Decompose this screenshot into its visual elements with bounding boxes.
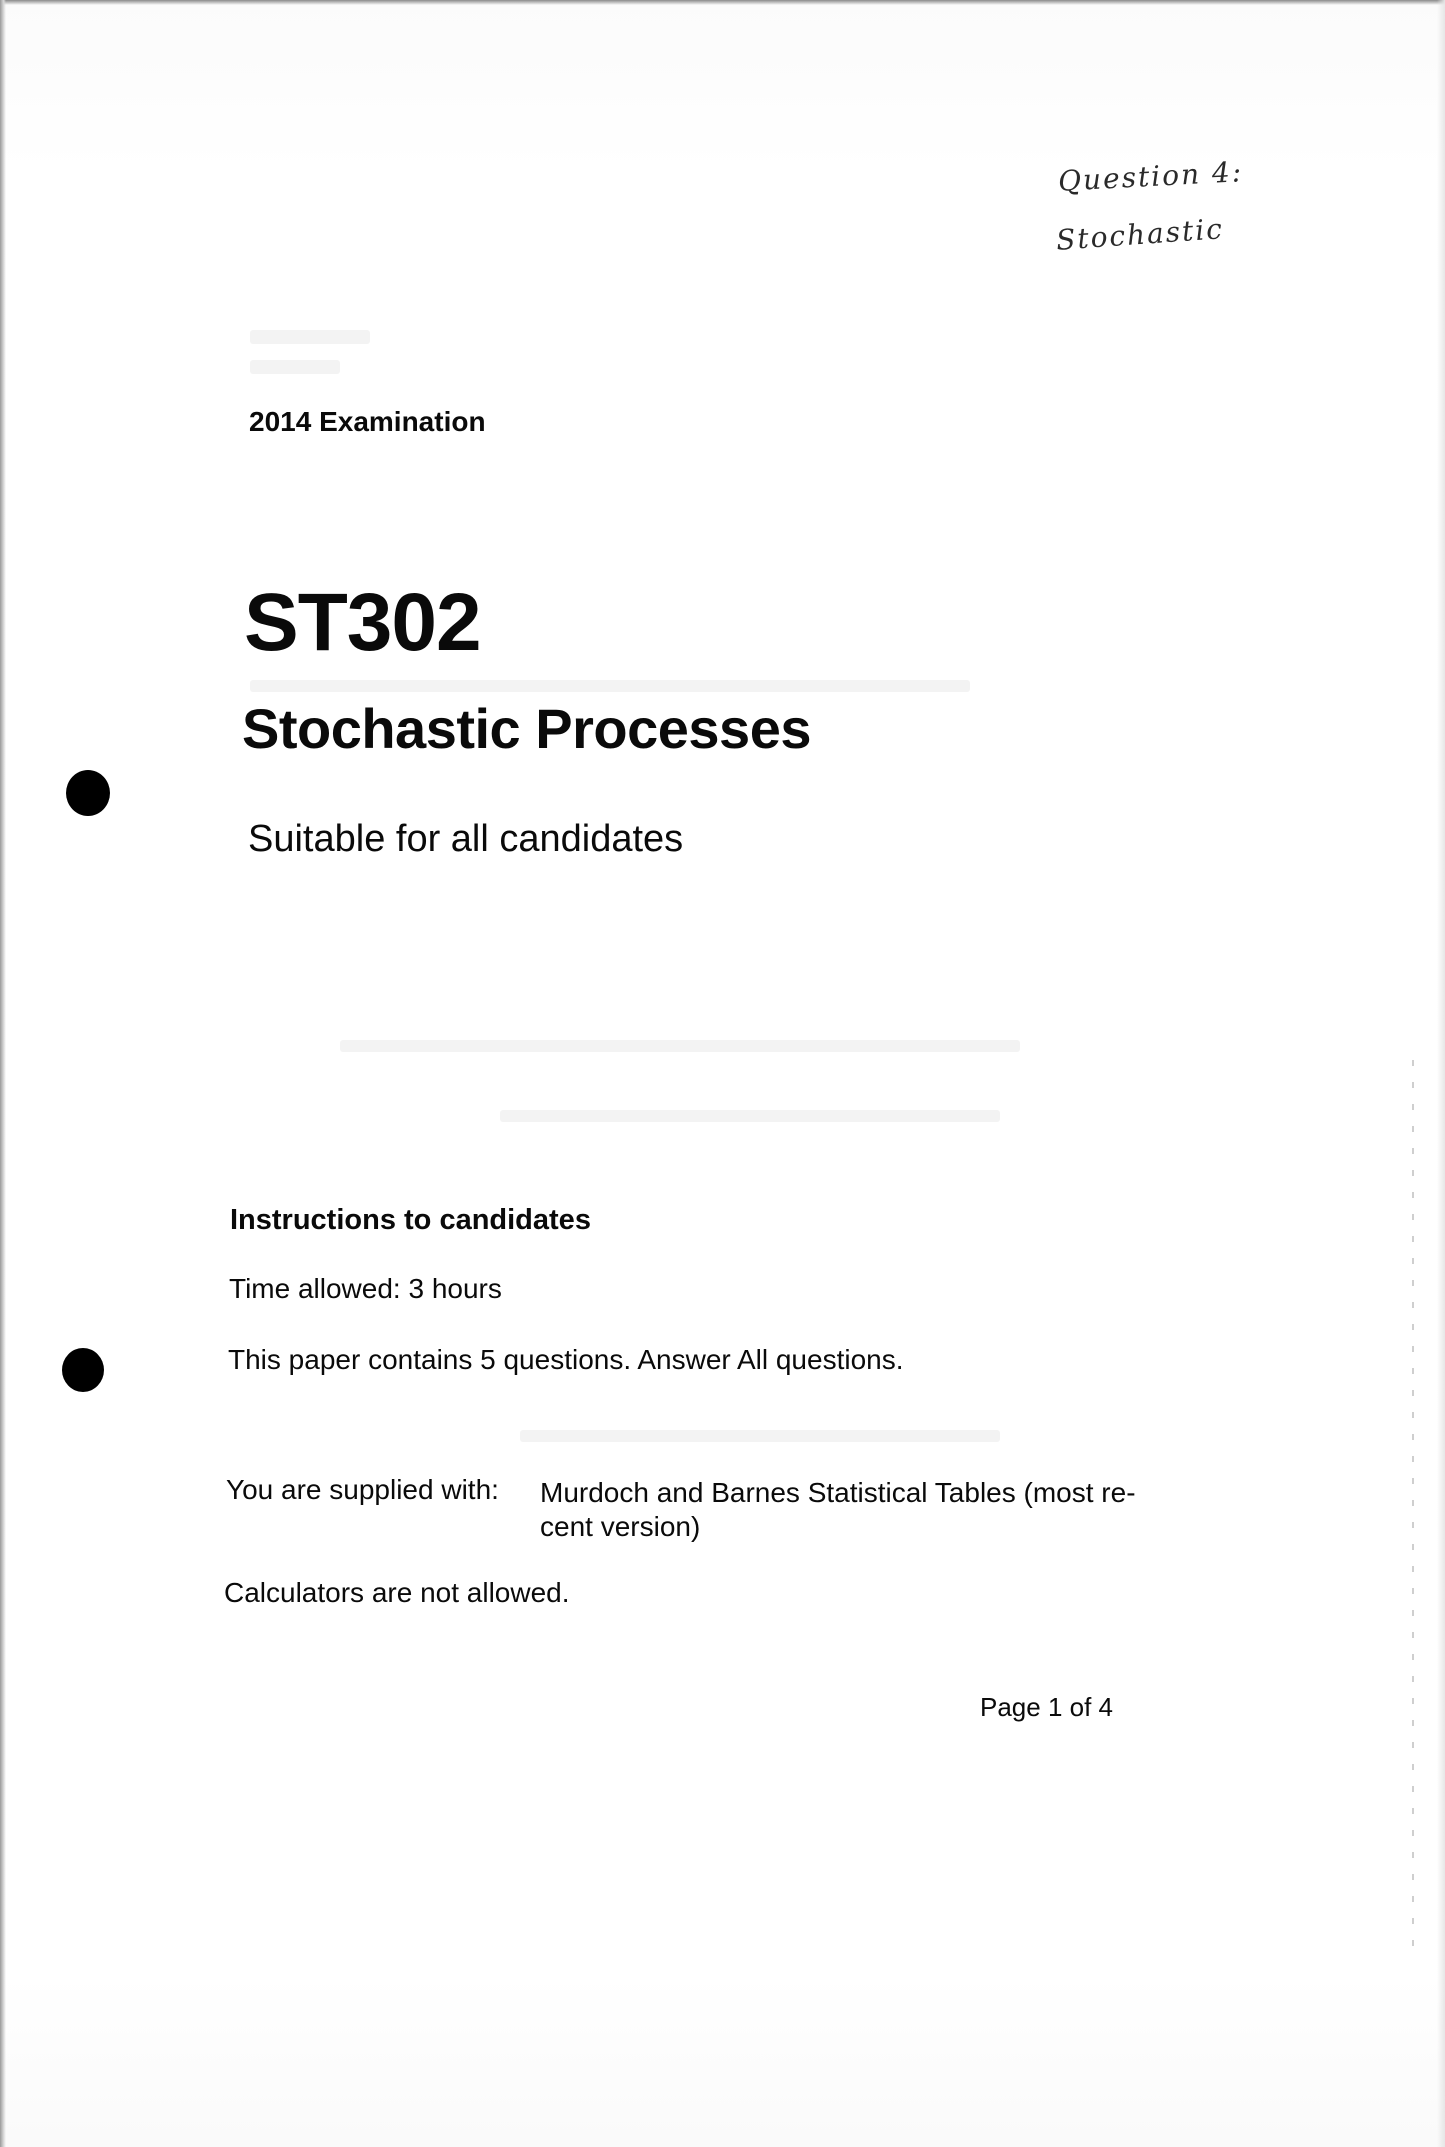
bleed-through-mark — [500, 1110, 1000, 1122]
handwritten-note-line-1: Question 4: — [1057, 155, 1244, 198]
bleed-through-mark — [520, 1430, 1000, 1442]
bleed-through-mark — [250, 360, 340, 374]
punch-hole — [62, 1348, 104, 1392]
supplied-with-label: You are supplied with: — [226, 1474, 499, 1505]
suitability-note: Suitable for all candidates — [248, 818, 684, 860]
page-number: Page 1 of 4 — [980, 1692, 1113, 1722]
bleed-through-mark — [340, 1040, 1020, 1052]
exam-year-label: 2014 Examination — [249, 406, 486, 437]
scan-edge-top — [0, 0, 1445, 5]
bleed-through-mark — [250, 330, 370, 344]
punch-hole — [66, 770, 110, 816]
time-allowed: Time allowed: 3 hours — [229, 1273, 502, 1304]
bleed-through-mark — [250, 680, 970, 692]
scan-edge-left — [0, 0, 6, 2147]
handwritten-note-line-2: Stochastic — [1055, 212, 1225, 257]
course-title: Stochastic Processes — [242, 697, 811, 760]
questions-instruction: This paper contains 5 questions. Answer All questions. — [228, 1344, 904, 1375]
calculators-note: Calculators are not allowed. — [224, 1577, 570, 1608]
page-fold-line — [1412, 1060, 1414, 1960]
supplied-with-value: Murdoch and Barnes Statistical Tables (most re-cent version) — [540, 1477, 1136, 1542]
scan-edge-right — [1437, 0, 1445, 2147]
course-code: ST302 — [244, 577, 481, 668]
instructions-heading: Instructions to candidates — [230, 1204, 591, 1236]
